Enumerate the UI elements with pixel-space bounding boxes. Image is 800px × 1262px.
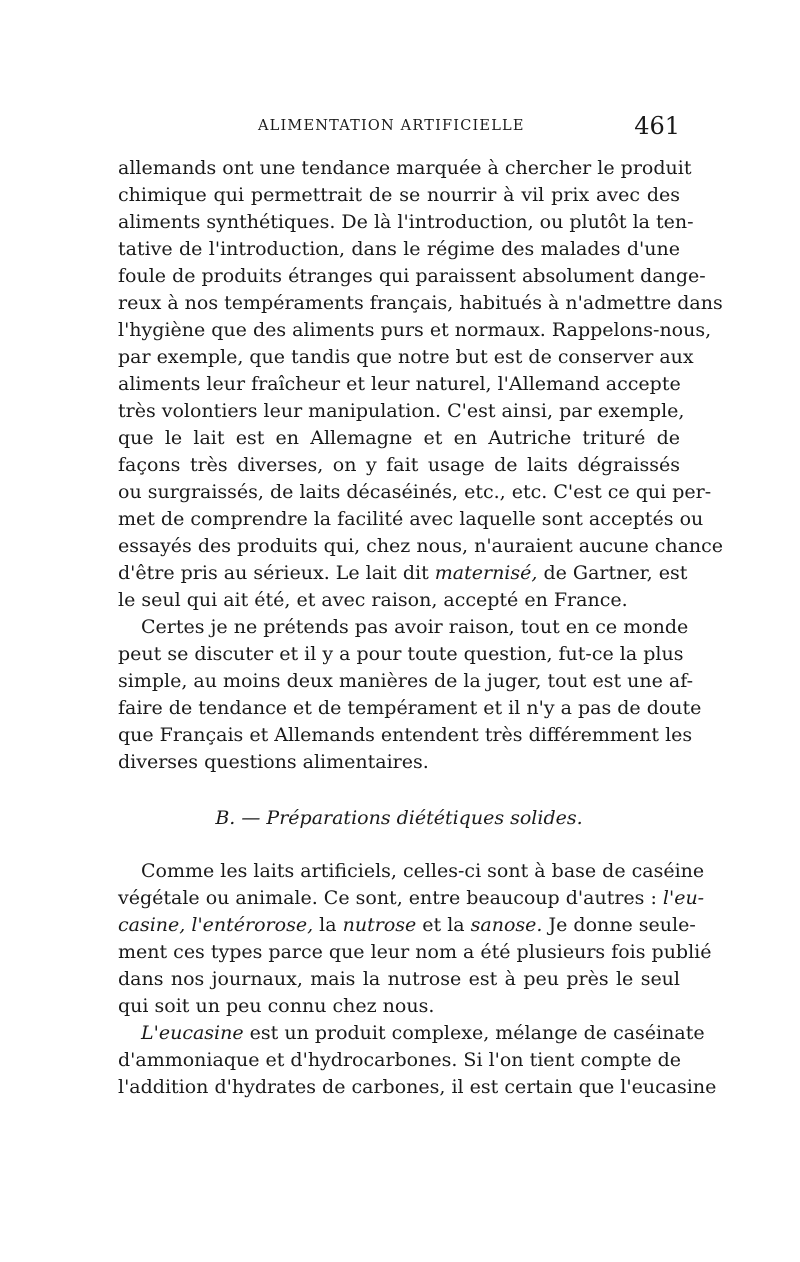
text-line: Certes je ne prétends pas avoir raison, tout en ce monde: [141, 616, 689, 638]
text-line: [118, 910, 696, 940]
text-line: peut se discuter et il y a pour toute question, fut-ce la plus: [118, 643, 684, 665]
page-header: [118, 112, 680, 142]
text-line: foule de produits étranges qui paraissent absolument dange-: [118, 265, 706, 287]
italic-term: maternisé,: [434, 562, 538, 584]
text-line: par exemple, que tandis que notre but est de conserver aux: [118, 346, 694, 368]
italic-term: sanose.: [470, 914, 543, 936]
page-number: 461: [634, 112, 680, 140]
text-run: la: [319, 914, 337, 936]
text-line: l'addition d'hydrates de carbones, il est certain que l'eucasine: [118, 1076, 717, 1098]
text-line: essayés des produits qui, chez nous, n'auraient aucune chance: [118, 535, 724, 557]
text-line: tative de l'introduction, dans le régime des malades d'une: [118, 238, 680, 260]
text-line: d'ammoniaque et d'hydrocarbones. Si l'on tient compte de: [118, 1049, 682, 1071]
text-line: [118, 883, 705, 913]
text-line: allemands ont une tendance marquée à chercher le produit: [118, 157, 692, 179]
italic-term: l'entérorose,: [191, 914, 314, 936]
text-line: Comme les laits artificiels, celles-ci sont à base de caséine: [141, 860, 705, 882]
text-line: aliments synthétiques. De là l'introduction, ou plutôt la ten-: [118, 211, 694, 233]
text-line: met de comprendre la facilité avec laquelle sont acceptés ou: [118, 508, 704, 530]
text-run: d'être pris au sérieux. Le lait dit: [118, 562, 429, 584]
text-line: chimique qui permettrait de se nourrir à vil prix avec des: [118, 184, 680, 206]
text-run: de Gartner, est: [543, 562, 688, 584]
italic-term: casine,: [118, 914, 186, 936]
text-line: faire de tendance et de tempérament et il n'y a pas de doute: [118, 697, 702, 719]
section-heading: [118, 803, 680, 833]
text-line: que le lait est en Allemagne et en Autriche trituré de: [118, 427, 680, 449]
text-line: très volontiers leur manipulation. C'est ainsi, par exemple,: [118, 400, 685, 422]
text-line: le seul qui ait été, et avec raison, accepté en France.: [118, 589, 628, 611]
section-title: Préparations diététiques solides.: [266, 807, 583, 829]
text-line: aliments leur fraîcheur et leur naturel, l'Allemand accepte: [118, 373, 681, 395]
text-line: ment ces types parce que leur nom a été plusieurs fois publié: [118, 941, 712, 963]
text-line: que Français et Allemands entendent très différemment les: [118, 724, 693, 746]
text-line: dans nos journaux, mais la nutrose est à peu près le seul: [118, 968, 680, 990]
section-label: B. —: [215, 807, 261, 829]
text-line: simple, au moins deux manières de la juger, tout est une af-: [118, 670, 694, 692]
italic-term: nutrose: [342, 914, 417, 936]
running-title: ALIMENTATION ARTIFICIELLE: [258, 118, 525, 134]
text-line: l'hygiène que des aliments purs et normaux. Rappelons-nous,: [118, 319, 712, 341]
text-run: et la: [422, 914, 465, 936]
text-run: Je donne seule-: [548, 914, 696, 936]
italic-term: l'eu-: [662, 887, 705, 909]
text-line: reux à nos tempéraments français, habitués à n'admettre dans: [118, 292, 723, 314]
text-line: diverses questions alimentaires.: [118, 751, 429, 773]
text-line: [118, 558, 688, 588]
text-run: végétale ou animale. Ce sont, entre beaucoup d'autres :: [118, 887, 657, 909]
text-line: ou surgraissés, de laits décaséinés, etc., etc. C'est ce qui per-: [118, 481, 712, 503]
text-line: qui soit un peu connu chez nous.: [118, 995, 435, 1017]
text-line: façons très diverses, on y fait usage de laits dégraissés: [118, 454, 680, 476]
text-line: [141, 1018, 705, 1048]
italic-term: L'eucasine: [141, 1022, 244, 1044]
text-run: est un produit complexe, mélange de caséinate: [249, 1022, 705, 1044]
